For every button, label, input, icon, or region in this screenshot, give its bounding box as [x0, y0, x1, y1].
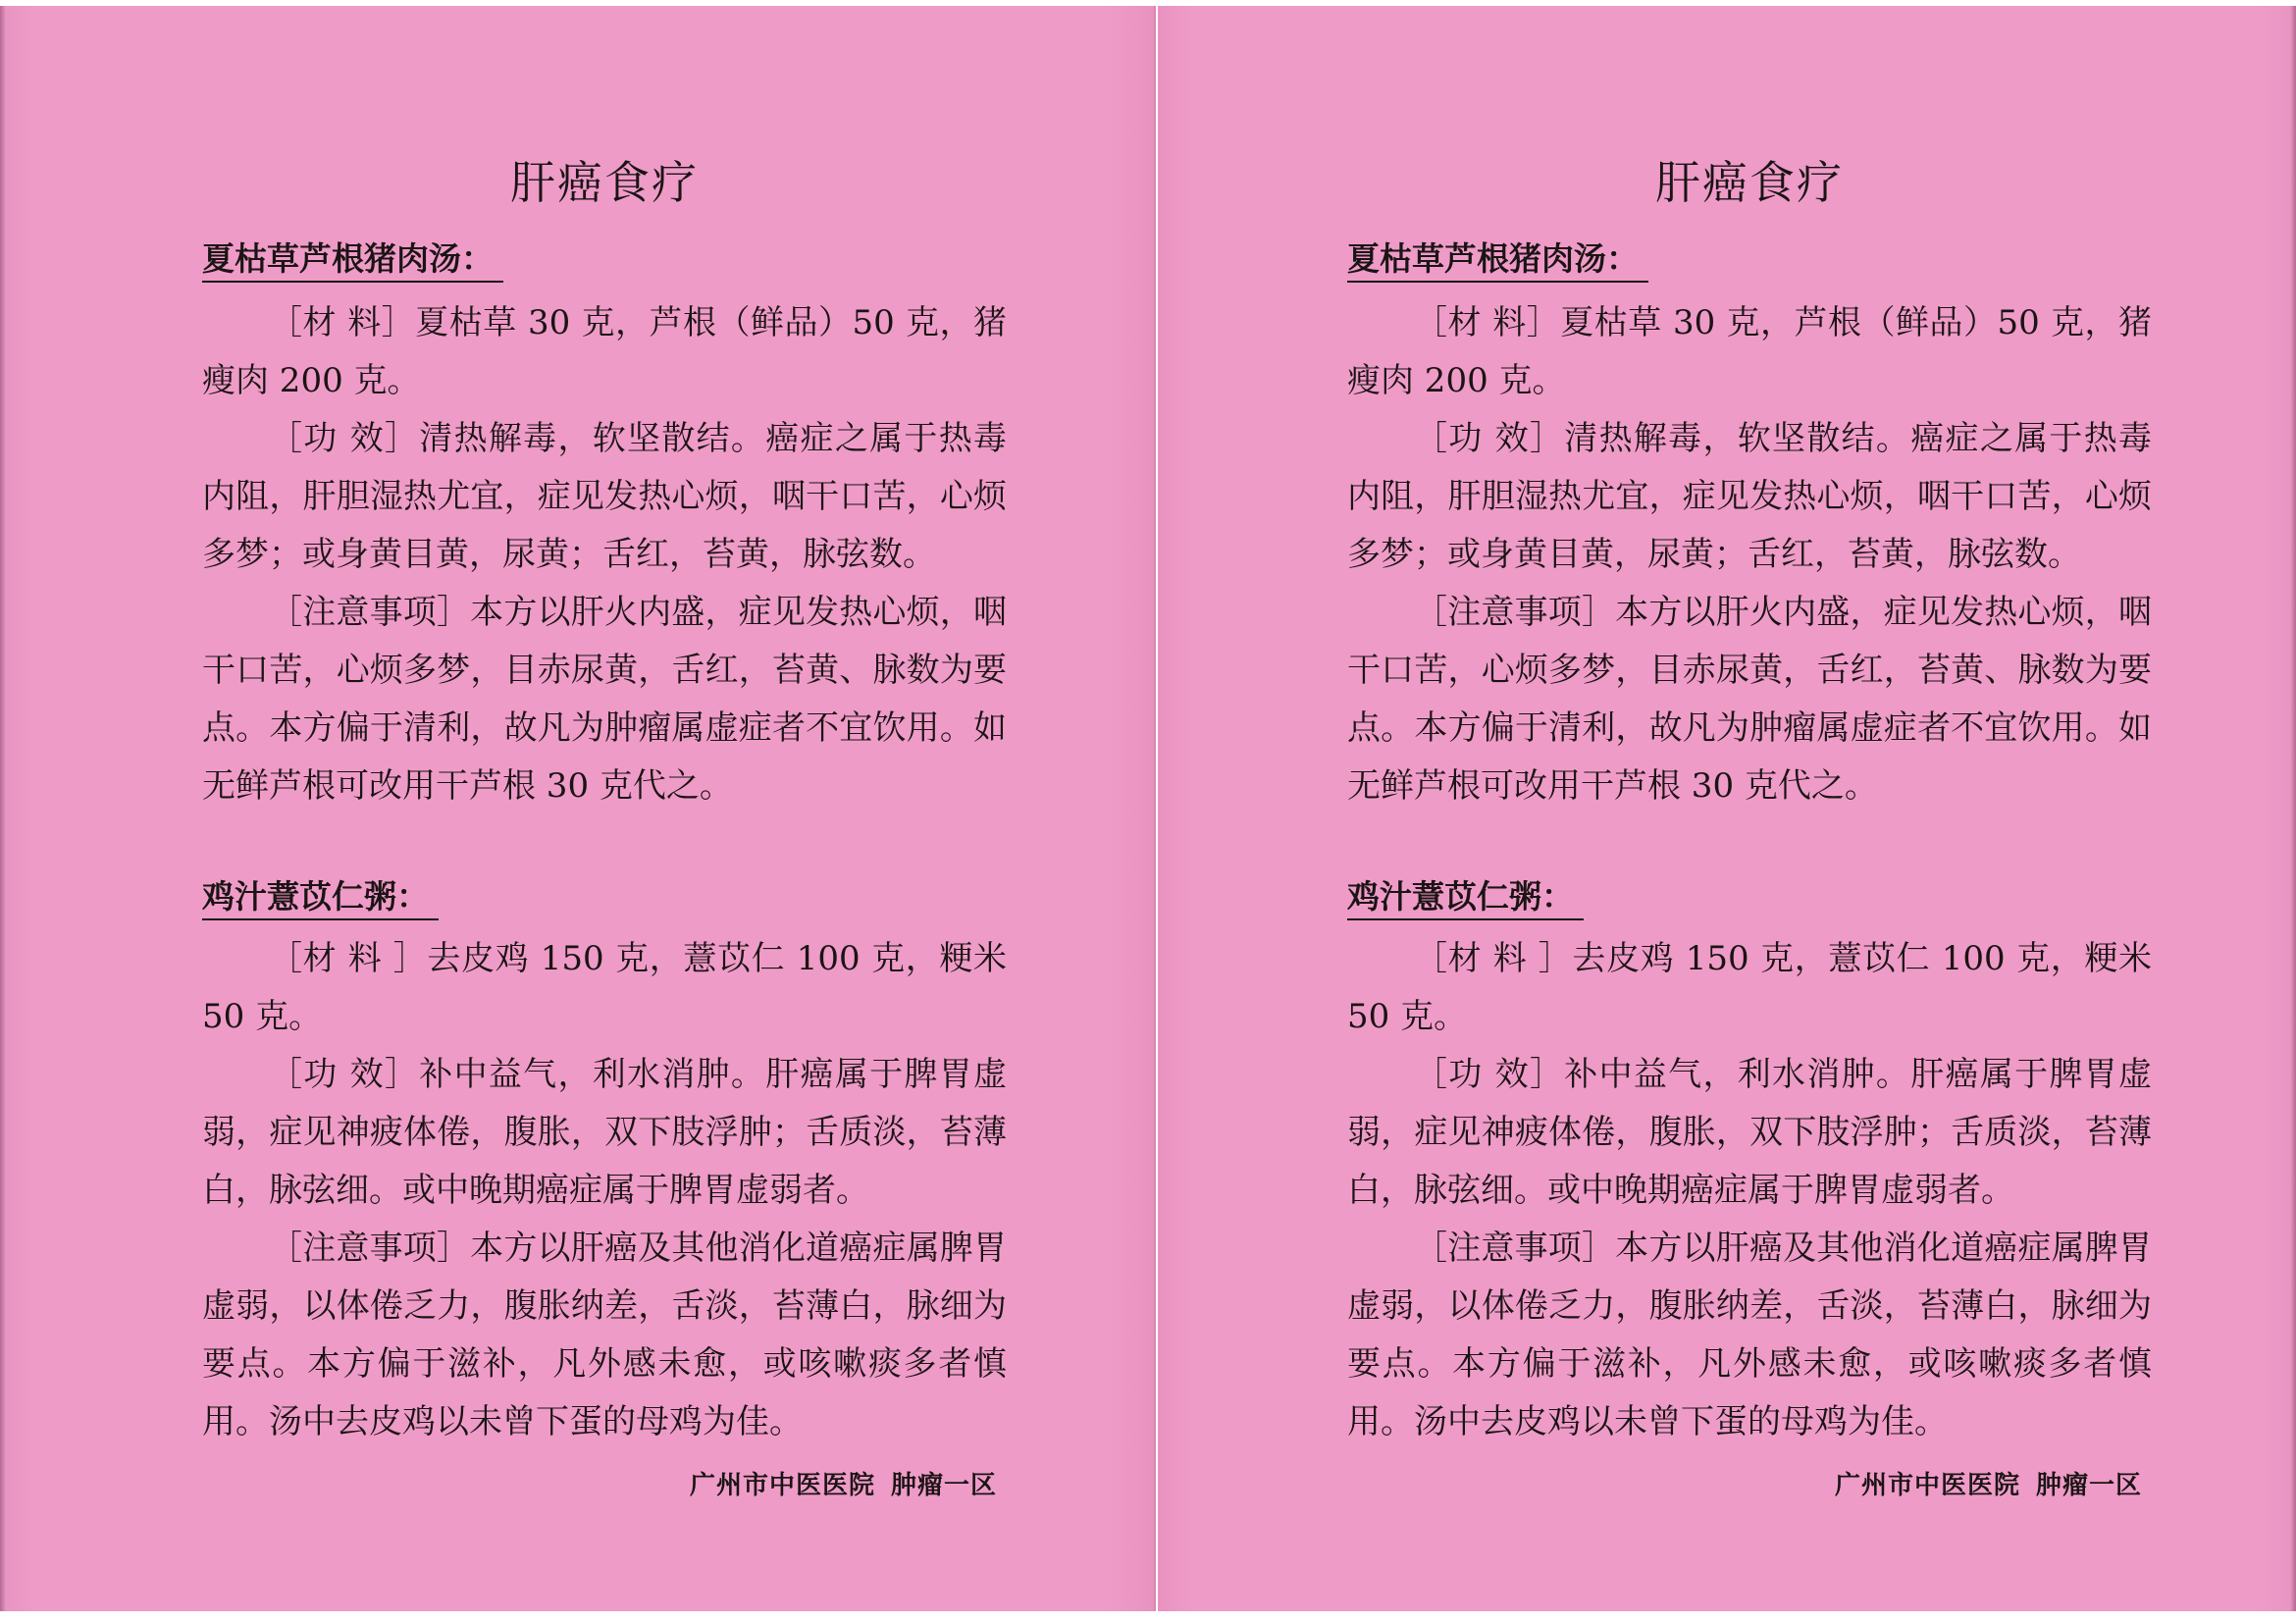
recipe-1-effects: ［功 效］清热解毒，软坚散结。癌症之属于热毒内阻，肝胆湿热尤宜，症见发热心烦，咽干口苦，心烦多梦；或身黄目黄，尿黄；舌红，苔黄，脉弦数。 — [202, 419, 1007, 574]
recipe-heading-2: 鸡汁薏苡仁粥： — [1347, 875, 1584, 920]
recipe-2-materials: ［材 料 ］去皮鸡 150 克，薏苡仁 100 克，粳米 50 克。 — [1347, 939, 2152, 1036]
footer-dept: 肿瘤一区 — [2035, 1471, 2142, 1500]
recipe-2-effects: ［功 效］补中益气，利水消肿。肝癌属于脾胃虚弱，症见神疲体倦，腹胀，双下肢浮肿；舌质淡，苔薄白，脉弦细。或中晚期癌症属于脾胃虚弱者。 — [1347, 1055, 2152, 1210]
recipe-1-notes: ［注意事项］本方以肝火内盛，症见发热心烦，咽干口苦，心烦多梦，目赤尿黄，舌红，苔黄、脉数为要点。本方偏于清利，故凡为肿瘤属虚症者不宜饮用。如无鲜芦根可改用干芦根 30 克代之。 — [202, 593, 1007, 806]
recipe-heading-1: 夏枯草芦根猪肉汤： — [202, 237, 503, 283]
recipe-1-effects: ［功 效］清热解毒，软坚散结。癌症之属于热毒内阻，肝胆湿热尤宜，症见发热心烦，咽干口苦，心烦多梦；或身黄目黄，尿黄；舌红，苔黄，脉弦数。 — [1347, 419, 2152, 574]
recipe-1-materials: ［材 料］夏枯草 30 克，芦根（鲜品）50 克，猪瘦肉 200 克。 — [202, 303, 1007, 400]
recipe-2-notes: ［注意事项］本方以肝癌及其他消化道癌症属脾胃虚弱，以体倦乏力，腹胀纳差，舌淡，苔薄白，脉细为要点。本方偏于滋补，凡外感未愈，或咳嗽痰多者慎用。汤中去皮鸡以未曾下蛋的母鸡为佳。 — [202, 1229, 1007, 1441]
page-edge-shadow — [2290, 6, 2296, 1611]
page-title: 肝癌食疗 — [510, 156, 699, 209]
recipe-1-materials: ［材 料］夏枯草 30 克，芦根（鲜品）50 克，猪瘦肉 200 克。 — [1347, 303, 2152, 400]
footer-dept: 肿瘤一区 — [890, 1471, 997, 1500]
footer-org: 广州市中医医院 — [689, 1471, 875, 1500]
footer-org: 广州市中医医院 — [1834, 1471, 2020, 1500]
page-edge-shadow — [0, 6, 6, 1611]
recipe-2-notes: ［注意事项］本方以肝癌及其他消化道癌症属脾胃虚弱，以体倦乏力，腹胀纳差，舌淡，苔薄白，脉细为要点。本方偏于滋补，凡外感未愈，或咳嗽痰多者慎用。汤中去皮鸡以未曾下蛋的母鸡为佳。 — [1347, 1229, 2152, 1441]
recipe-1-notes: ［注意事项］本方以肝火内盛，症见发热心烦，咽干口苦，心烦多梦，目赤尿黄，舌红，苔黄、脉数为要点。本方偏于清利，故凡为肿瘤属虚症者不宜饮用。如无鲜芦根可改用干芦根 30 克代之。 — [1347, 593, 2152, 806]
recipe-heading-1: 夏枯草芦根猪肉汤： — [1347, 237, 1648, 283]
footer-credit — [690, 1466, 997, 1505]
recipe-2-effects: ［功 效］补中益气，利水消肿。肝癌属于脾胃虚弱，症见神疲体倦，腹胀，双下肢浮肿；舌质淡，苔薄白，脉弦细。或中晚期癌症属于脾胃虚弱者。 — [202, 1055, 1007, 1210]
recipe-2-materials: ［材 料 ］去皮鸡 150 克，薏苡仁 100 克，粳米 50 克。 — [202, 939, 1007, 1036]
footer-credit — [1835, 1466, 2142, 1505]
page-right — [1158, 6, 2296, 1611]
page-title: 肝癌食疗 — [1655, 156, 1844, 209]
recipe-heading-2: 鸡汁薏苡仁粥： — [202, 875, 439, 920]
page-left — [0, 6, 1156, 1611]
